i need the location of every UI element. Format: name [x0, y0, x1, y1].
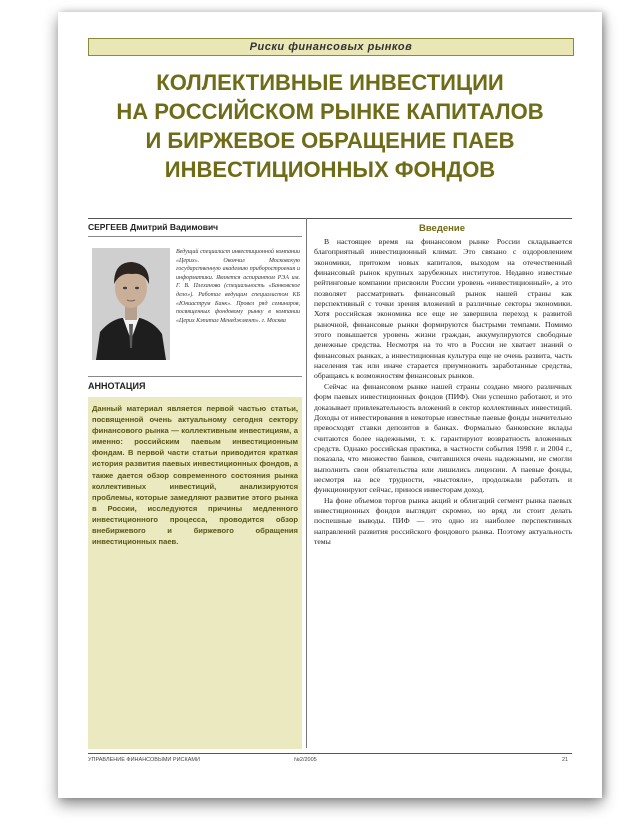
annotation-text: Данный материал является первой частью статьи, посвященной очень актуальному сегодня сектору финансового рынка — коллективным инвестициям, а именно: российским паевым инвестиционным фондам. В первой части статьи приводится краткая история развития паевых инвестиционных фондов, а также дается обзор современного состояния рынка коллективных инвестиций, анализируются проблемы, которые замедляют развитие этого рынка в России, исследуются причины медленного инвестиционного процесса, проводится обзор внебиржевого и биржевого обращения инвестиционных паев. [92, 404, 298, 547]
footer-journal: УПРАВЛЕНИЕ ФИНАНСОВЫМИ РИСКАМИ [88, 757, 200, 763]
top-divider [88, 218, 572, 219]
author-bio: Ведущий специалист инвестиционной компании «Церих». Окончил Московскую государственную академию приборостроения и информатики. Является аспирантом РЭА им. Г. В. Плеханова (специальность «Банковское дело»). Работал ведущим специалистом КБ «Юниаструм Банк». Провел ряд семинаров, посвященных фондовому рынку в компании «Церих Кэпитал Менеджмент». г. Москва [176, 249, 300, 324]
column-divider [306, 218, 307, 748]
title-line: И БИРЖЕВОЕ ОБРАЩЕНИЕ ПАЕВ [145, 128, 515, 153]
introduction-heading: Введение [418, 223, 466, 234]
author-name: СЕРГЕЕВ Дмитрий Вадимович [88, 222, 219, 232]
title-line: ИНВЕСТИЦИОННЫХ ФОНДОВ [164, 157, 496, 182]
magazine-page [58, 12, 602, 798]
footer-divider [88, 753, 572, 754]
title-line: НА РОССИЙСКОМ РЫНКЕ КАПИТАЛОВ [116, 99, 544, 124]
section-rubric: Риски финансовых рынков [88, 38, 574, 56]
footer-issue: №2/2005 [294, 757, 317, 763]
article-title [68, 68, 592, 184]
annotation-heading: АННОТАЦИЯ [88, 381, 146, 391]
author-photo [92, 248, 170, 360]
paragraph: В настоящее время на финансовом рынке России складывается благоприятный инвестиционный климат. Это связано с оздоровлением экономики, притоком новых капиталов, выходом на отечественный финансовый рынок крупных зарубежных институтов. Недавно известные рейтинговые компании присвоили России уровень «инвестиционный», а это позволяет рассматривать финансовый рынок нашей страны как перспективный с точки зрения вложений в различные секторы экономики. Хотя российская экономика все еще не завершила переход к развитой рыночной, финансовые рынки формируются быстрыми темпами. Помимо этого повышается уровень жизни граждан, аккумулируются свободные денежные средства. Несмотря на то что в России не хватает знаний о финансовых рынках, а инвестиционная культура еще не очень развита, часть населения так или иначе старается приумножить заработанные средства, обращаясь к возможностям финансовых рынков. [314, 237, 572, 381]
footer-page-number: 21 [562, 757, 569, 763]
paragraph: Сейчас на финансовом рынке нашей страны создано много различных форм паевых инвестиционных фондов (ПИФ). Они успешно работают, и это доказывает привлекательность вложений в сектор коллективных инвестиций. Доходы от инвестирования в некоторые известные паевые фонды значительно превосходят ставки депозитов в банках. Формально банковские вклады считаются более надежными, т. к. гарантируют возвратность вложенных средств. Однако российская практика, в частности события 1998 г. и 2004 г., показала, что множество банков, считавшихся очень надежными, не смогли выполнить свои обязательства или лишились лицензии. А паевые фонды, несмотря на все трудности, «выстояли», продолжали работать и функционируют сейчас, принося инвесторам доход. [314, 381, 572, 495]
annotation-top-divider [88, 376, 302, 377]
body-text [314, 237, 572, 547]
title-line: КОЛЛЕКТИВНЫЕ ИНВЕСТИЦИИ [156, 70, 504, 95]
paragraph: На фоне объемов торгов рынка акций и облигаций сегмент рынка паевых инвестиционных фондов выглядит скромно, но вряд ли стоит делать поспешные выводы. ПИФ — это одно из наиболее перспективных направлений развития российского фондового рынка. Поэтому актуальность темы [314, 495, 572, 546]
author-divider [88, 236, 302, 237]
